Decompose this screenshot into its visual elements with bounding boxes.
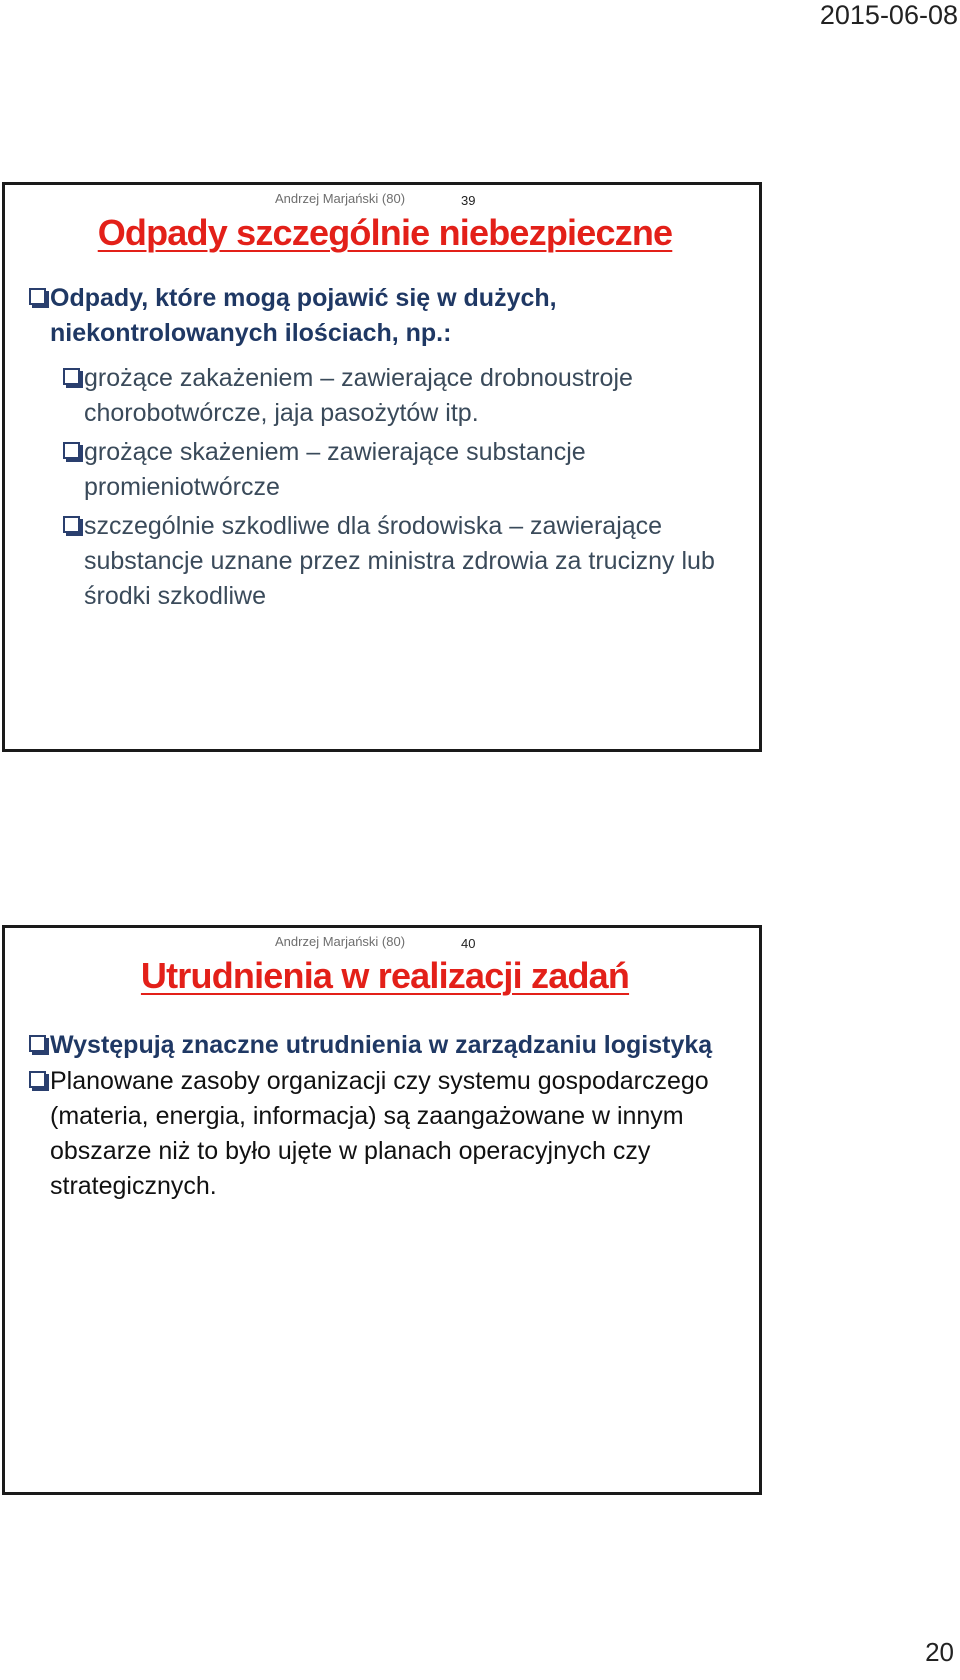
checkbox-bullet-icon <box>63 442 80 459</box>
bullet-text: grożące zakażeniem – zawierające drobnoustroje chorobotwórcze, jaja pasożytów itp. <box>84 364 633 427</box>
checkbox-bullet-icon <box>63 516 80 533</box>
bullet-item <box>29 1064 759 1204</box>
page-date: 2015-06-08 <box>819 0 958 30</box>
bullet-text: Występują znaczne utrudnienia w zarządzaniu logistyką <box>50 1031 713 1059</box>
sub-bullet-item <box>63 361 703 431</box>
slide-author: Andrzej Marjański (80) <box>275 934 406 949</box>
bullet-item <box>29 1028 759 1063</box>
bullet-text: szczególnie szkodliwe dla środowiska – zawierające substancje uznane przez ministra zdrowia za trucizny lub środki szkodliwe <box>84 512 715 610</box>
sub-bullet-item <box>63 435 663 505</box>
bullet-text: Odpady, które mogą pojawić się w dużych, niekontrolowanych ilościach, np.: <box>50 284 557 347</box>
checkbox-bullet-icon <box>63 368 80 385</box>
bullet-text: Planowane zasoby organizacji czy systemu gospodarczego (materia, energia, informacja) są zaangażowane w innym obszarze niż to było ujęte w planach operacyjnych czy strategicznych. <box>50 1067 709 1200</box>
checkbox-bullet-icon <box>29 1035 46 1052</box>
sub-bullet-item <box>63 509 723 614</box>
bullet-text: grożące skażeniem – zawierające substancje promieniotwórcze <box>84 438 586 501</box>
slide-number: 40 <box>461 936 476 951</box>
slide-39 <box>2 182 762 752</box>
slide-author: Andrzej Marjański (80) <box>275 191 406 206</box>
page-number: 20 <box>925 1637 954 1667</box>
checkbox-bullet-icon <box>29 288 46 305</box>
slide-number: 39 <box>461 193 476 208</box>
checkbox-bullet-icon <box>29 1071 46 1088</box>
slide-title: Utrudnienia w realizacji zadań <box>140 955 630 996</box>
slide-title: Odpady szczególnie niebezpieczne <box>97 212 673 253</box>
slide-40 <box>2 925 762 1495</box>
bullet-item <box>29 281 719 351</box>
